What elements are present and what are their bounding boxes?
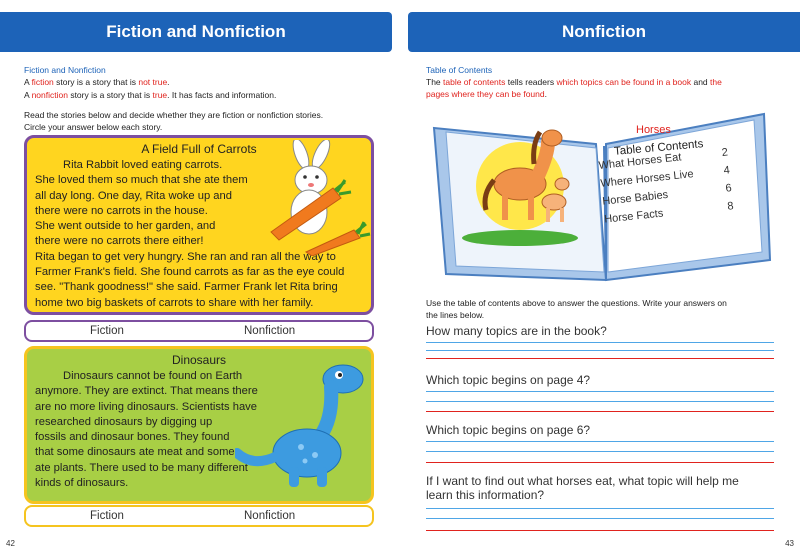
left-banner-title: Fiction and Nonfiction [106,22,286,41]
question-2: Which topic begins on page 4? [426,373,591,387]
answer-line[interactable] [426,350,774,351]
answer-line[interactable] [426,342,774,343]
left-instructions: Read the stories below and decide whether they are fiction or nonfiction stories. Circle your answer below each story. [24,110,324,132]
story-carrots [24,135,374,315]
answer-choices-carrots [24,320,374,342]
story-text: Rita Rabbit loved eating carrots. She loved them so much that she ate them all day long. One day, Rita woke up and there were no carrots in the house. She went outside to her garden, and there were no carrots there either! Rita began to get very hungry. She ran and ran all the way to Farmer Frank's field. She found carrots as far as the eye could see. "Thank goodness!" she said. Farmer Frank let Rita bring home two big baskets of carrots to share with her family. [35,159,345,309]
answer-line[interactable] [426,530,774,531]
right-banner [408,12,800,52]
toc-book-title: Horses [636,124,671,136]
toc-entry: Horse Facts 8 [603,200,735,226]
answer-line[interactable] [426,462,774,463]
dinosaur-illustration [235,357,373,493]
fiction-choice[interactable]: Fiction [90,325,124,337]
question-3: Which topic begins on page 6? [426,423,591,437]
answer-line[interactable] [426,518,774,519]
toc-intro: The table of contents tells readers which topics can be found in a book and the pages where they can be found. [426,77,722,99]
toc-entry: What Horses Eat 2 [598,146,729,172]
answer-line[interactable] [426,411,774,412]
question-4: If I want to find out what horses eat, what topic will help me learn this information? [426,474,739,502]
toc-heading: Table of Contents [613,138,704,158]
page-number: 43 [785,539,794,548]
toc-entry: Horse Babies 6 [601,182,733,208]
story-dinosaurs [24,346,374,504]
story-text: Dinosaurs cannot be found on Earth anymore. They are extinct. That means there are no more living dinosaurs. Scientists have researched dinosaurs by digging up fossils and dinosaur bones. They found that some dinosaurs ate meat and some ate plants. There used to be many different kinds of dinosaurs. [35,370,258,490]
toc-list [598,146,735,231]
carrot-illustration [302,216,372,256]
page-number: 42 [6,539,15,548]
nonfiction-choice[interactable]: Nonfiction [244,510,296,522]
horse-illustration [476,124,576,234]
question-1: How many topics are in the book? [426,324,607,338]
fiction-definition: A fiction story is a story that is not true. [24,77,170,87]
left-banner [0,12,392,52]
left-section-title: Fiction and Nonfiction [24,65,106,75]
story-title: A Field Full of Carrots [141,142,257,156]
toc-entry: Where Horses Live 4 [599,164,731,190]
answer-line[interactable] [426,451,774,452]
answer-line[interactable] [426,508,774,509]
answer-line[interactable] [426,358,774,359]
nonfiction-definition: A nonfiction story is a story that is true. It has facts and information. [24,90,277,100]
answer-line[interactable] [426,441,774,442]
answer-line[interactable] [426,401,774,402]
fiction-choice[interactable]: Fiction [90,510,124,522]
story-title: Dinosaurs [171,353,227,367]
right-instructions: Use the table of contents above to answer the questions. Write your answers on the lines below. [426,298,727,320]
open-book-illustration [428,110,778,290]
answer-line[interactable] [426,391,774,392]
right-section-title: Table of Contents [426,65,493,75]
answer-choices-dinosaurs [24,505,374,527]
right-banner-title: Nonfiction [561,22,647,41]
nonfiction-choice[interactable]: Nonfiction [244,325,296,337]
